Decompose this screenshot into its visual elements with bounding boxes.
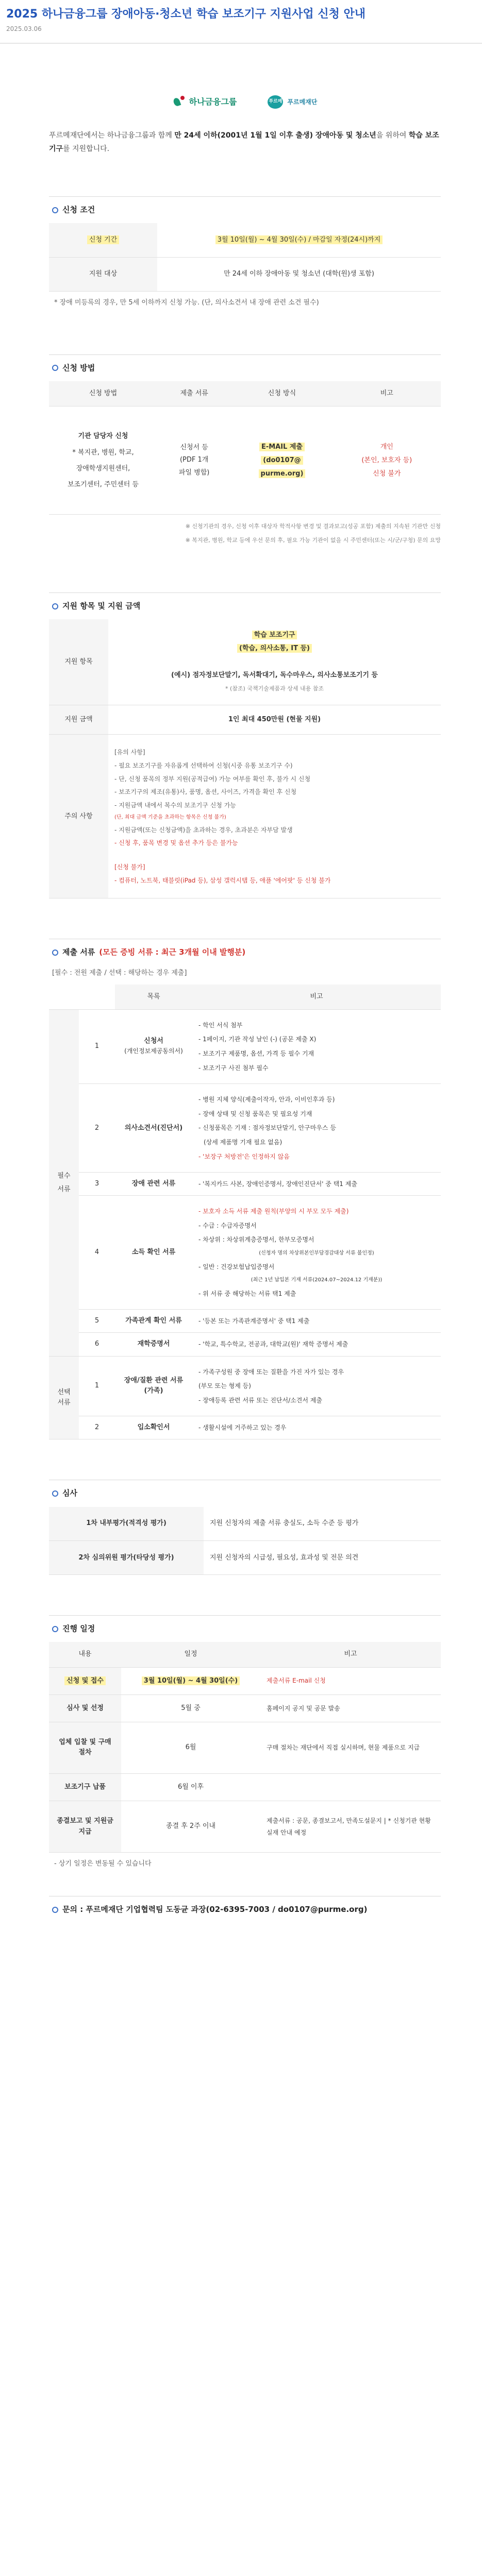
doc-notes-cell [192,1009,441,1083]
column-header: 내용 [49,1642,121,1667]
method-remark-cell [333,406,441,515]
support-notes-cell [108,735,441,899]
table-row [49,1196,441,1310]
section-title: 진행 일정 [62,1624,95,1634]
doc-notes-cell [192,1310,441,1333]
section-support [49,592,441,619]
schedule-note [260,1773,441,1801]
schedule-label: 업체 입찰 및 구매 절차 [49,1722,121,1773]
schedule-foot-note: - 상기 일정은 변동될 수 있습니다 [54,1860,152,1868]
apply-target-label: 지원 대상 [49,257,157,291]
email-address-link[interactable]: (do0107@ [261,456,303,465]
column-header: 비고 [260,1642,441,1667]
doc-note-line: - 병원 지체 양식(제출이작자, 안과, 이비인후과 등) [198,1096,335,1104]
method-email-line: E-MAIL 제출 [259,443,305,451]
doc-name-cell: 입소확인서 [115,1416,192,1439]
note-line: - 신청 후, 품목 변경 및 옵션 추가 등은 불가능 [114,839,238,847]
method-line: 파일 병합) [178,469,210,477]
note-line: - 단, 신청 품목의 정부 지원(공적급여) 가능 여부를 확인 후, 불가 시 신청 [114,775,311,783]
intro-bold-1: 만 24세 이하(2001년 1월 1일 이후 출생) 장애아동 및 청소년 [174,131,376,140]
intro-text-3: 를 지원합니다. [63,145,110,154]
table-row [49,257,441,291]
page-title: 2025 하나금융그룹 장애아동·청소년 학습 보조기구 지원사업 신청 안내 [6,8,366,21]
table-row [49,1009,441,1083]
note-line: (단, 최대 금액 기준을 초과하는 항목은 신청 불가) [114,815,226,821]
circle-bullet-icon [52,1907,58,1913]
email-address-link[interactable]: purme.org) [259,469,306,478]
section-schedule [49,1615,441,1642]
content [0,44,482,1938]
doc-name-cell: 의사소견서(진단서) [115,1084,192,1173]
hana-logo-text: 하나금융그룹 [189,96,237,107]
doc-note-line: - 장애 상태 및 신청 품목은 및 필요성 기재 [198,1110,312,1117]
circle-bullet-icon [52,603,58,609]
circle-bullet-icon [52,365,58,371]
doc-notes-cell [192,1084,441,1173]
apply-table [49,223,441,292]
schedule-date: 종결 후 2주 이내 [121,1801,260,1853]
doc-note-line: (신청자 명의 차상위본인부담경감대상 서류 불인정) [259,1250,374,1257]
table-row [49,619,441,705]
hana-logo [173,96,237,109]
section-title: 심사 [62,1488,77,1498]
table-row [49,1173,441,1196]
doc-note-line: - '등본 또는 가족관계증명서' 중 택1 제출 [198,1317,310,1325]
doc-name-cell: 신청서 (개인정보제공동의서) [115,1009,192,1083]
doc-note-line: - 장애등록 관련 서류 또는 진단서/소견서 제출 [198,1396,322,1404]
optional-group-label: 선택 서류 [49,1356,79,1439]
schedule-label: 종결보고 및 지원금 지급 [49,1801,121,1853]
doc-notes-cell [192,1196,441,1310]
doc-name-cell: 가족관계 확인 서류 [115,1310,192,1333]
method-line: * 복지관, 병원, 학교, [72,448,134,456]
table-row [49,1667,441,1694]
method-line: (PDF 1개 [179,456,209,464]
note-line: - 필요 보조기구를 자유롭게 선택하여 신청(시중 유통 보조기구 수) [114,762,293,770]
docs-legend: [필수 : 전원 제출 / 선택 : 해당하는 경우 제출] [52,969,187,977]
table-row [49,406,441,515]
support-amount-value: 1인 최대 450만원 (현물 지원) [108,705,441,735]
table-row [49,1356,441,1416]
doc-notes-cell [192,1416,441,1439]
post-date: 2025.03.06 [6,25,42,32]
column-header: 제출 서류 [157,381,231,406]
note-line: - 지원금액(또는 신청금액)을 초과하는 경우, 초과분은 자부담 발생 [114,826,293,834]
doc-note-line: - 보조기구 제품명, 옵션, 가격 등 필수 기재 [198,1049,314,1057]
page-header [0,0,482,44]
schedule-note: 홈페이지 공지 및 공문 발송 [260,1694,441,1722]
method-note-line: ※ 신청기관의 경우, 신청 이후 대상자 학적사항 변경 및 결과보고(성공 포함) 제출의 지속된 기관만 신청 [185,523,441,530]
method-note-line: ※ 복지관, 병원, 학교 등에 우선 문의 후, 필요 가능 기관이 없을 시 주민센터(또는 시/군/구청) 문의 요망 [185,536,441,544]
support-item-cell [108,619,441,705]
apply-note: * 장애 미등록의 경우, 만 5세 이하까지 신청 가능. (단, 의사소견서 내 장애 관련 소견 필수) [54,298,319,307]
doc-number: 1 [79,1009,115,1083]
doc-note-line: - '보장구 처방전'은 인정하지 않음 [198,1153,290,1160]
contact-info [49,1896,441,1923]
support-item-title: 학습 보조기구 [252,631,297,639]
doc-name-cell: 소득 확인 서류 [115,1196,192,1310]
doc-note-line: (부모 또는 형제 등) [198,1382,251,1390]
table-row [49,1694,441,1722]
method-line: (본인, 보호자 등) [361,456,412,464]
purme-logo-text: 푸르메재단 [287,98,318,106]
schedule-date: 3월 10일(월) ~ 4월 30일(수) [121,1667,260,1694]
schedule-note: 제출서류 : 공문, 종결보고서, 만족도설문지 | * 신청기관 현황 실재 안내 예정 [260,1801,441,1853]
circle-bullet-icon [52,1626,58,1632]
table-row [49,1507,441,1541]
section-apply-conditions [49,196,441,223]
schedule-date: 6월 [121,1722,260,1773]
section-review [49,1480,441,1506]
contact-text[interactable]: 문의 : 푸르메재단 기업협력팀 도동균 과장(02-6395-7003 / do0107@purme.org) [62,1905,368,1914]
doc-notes-cell [192,1333,441,1356]
schedule-note: 구매 절차는 재단에서 직접 실시하며, 현물 제품으로 지급 [260,1722,441,1773]
section-documents [49,939,441,965]
schedule-date: 5월 중 [121,1694,260,1722]
support-table [49,619,441,899]
logo-row [49,44,441,129]
section-title: 신청 조건 [62,205,95,214]
review-label: 2차 심의위원 평가(타당성 평가) [49,1541,204,1575]
intro-text-2: 을 위하여 [376,131,409,140]
doc-note-line: - 신청품목은 기재 : 점자정보단말기, 안구마우스 등 [198,1124,336,1132]
doc-number: 4 [79,1196,115,1310]
note-line: - 컴퓨터, 노트북, 태블릿(iPad 등), 삼성 갤럭시탭 등, 애플 '에어팟' 등 신청 불가 [114,876,331,884]
column-header: 목록 [115,985,192,1010]
method-notes [49,515,441,552]
doc-note-line: (최근 1년 납입본 기재 서류(2024.07~2024.12 기재분)) [251,1277,383,1283]
doc-note-line: - 가족구성원 중 장애 또는 질환을 가진 자가 있는 경우 [198,1368,344,1376]
doc-note-line: - 차상위 : 차상위계층증명서, 한부모증명서 [198,1236,314,1244]
section-title: 제출 서류 [62,947,95,957]
method-applicant-cell [49,406,157,515]
method-applicant-title: 기관 담당자 신청 [78,432,128,440]
doc-note-line: - 수급 : 수급자증명서 [198,1222,257,1229]
support-item-examples: (예시) 점자정보단말기, 독서확대기, 독수마우스, 의사소통보조기기 등 [171,671,378,680]
doc-note-line: - 학인 서식 첨부 [198,1021,243,1029]
note-line: - 지원금액 내에서 복수의 보조기구 신청 가능 [114,801,236,809]
purme-logo [268,95,317,109]
review-table [49,1507,441,1575]
table-row [49,1541,441,1575]
schedule-label: 심사 및 선정 [49,1694,121,1722]
support-item-sub: (학습, 의사소통, IT 등) [237,644,312,653]
column-header: 비고 [192,985,441,1010]
hana-mark-icon [173,96,185,108]
support-amount-label: 지원 금액 [49,705,108,735]
section-title-note: (모든 증빙 서류 : 최근 3개월 이내 발행분) [99,947,246,957]
intro-paragraph [49,129,441,156]
column-header: 일정 [121,1642,260,1667]
schedule-label: 신청 및 접수 [49,1667,121,1694]
section-apply-method [49,354,441,381]
circle-bullet-icon [52,950,58,956]
column-header: 신청 방법 [49,381,157,406]
doc-notes-cell [192,1356,441,1416]
doc-number: 2 [79,1084,115,1173]
schedule-date: 6월 이후 [121,1773,260,1801]
support-notes-label: 주의 사항 [49,735,108,899]
doc-note-line: (상세 제품명 기재 필요 없음) [204,1138,282,1146]
note-line: - 보조기구의 제조(유통)사, 품명, 옵션, 사이즈, 가격을 확인 후 신청 [114,788,297,796]
doc-note-line: - '학교, 특수학교, 전공과, 대학교(원)' 재학 증명서 제출 [198,1341,348,1348]
schedule-note: 제출서류 E-mail 신청 [260,1667,441,1694]
schedule-label: 보조기구 납품 [49,1773,121,1801]
review-value: 지원 신청자의 제출 서류 충실도, 소득 수준 등 평가 [204,1507,441,1541]
section-title: 지원 항목 및 지원 금액 [62,601,141,611]
circle-bullet-icon [52,207,58,213]
apply-target-value: 만 24세 이하 장애아동 및 청소년 (대학(원)생 포함) [157,257,441,291]
table-row [49,1773,441,1801]
table-row [49,1084,441,1173]
doc-number: 1 [79,1356,115,1416]
method-line: 신청 불가 [373,469,401,478]
doc-number: 6 [79,1333,115,1356]
table-row [49,705,441,735]
doc-number: 5 [79,1310,115,1333]
method-table [49,381,441,515]
purme-mark-icon: 푸르메 [268,95,283,109]
intro-text-1: 푸르메재단에서는 하나금융그룹과 함께 [49,131,175,140]
doc-note-line: - 1페이지, 기관 작성 날인 (-) (공문 제출 X) [198,1036,317,1043]
column-header: 신청 방식 [231,381,333,406]
doc-note-line: - '복지카드 사본, 장애인증명서, 장애인진단서' 중 택1 제출 [198,1180,357,1188]
apply-period-value: 3월 10일(월) ~ 4월 30일(수) / 마감일 자정(24시)까지 [157,223,441,257]
doc-note-line: - 보조기구 사진 첨부 필수 [198,1064,269,1072]
doc-note-line: - 위 서류 중 해당하는 서류 택1 제출 [198,1290,296,1297]
doc-note-line: - 생활시설에 거주하고 있는 경우 [198,1424,287,1432]
table-header-row [49,381,441,406]
method-docs-cell [157,406,231,515]
support-item-label: 지원 항목 [49,619,108,705]
documents-table [49,985,441,1440]
table-row [49,735,441,899]
column-header: 비고 [333,381,441,406]
method-line: 신청서 등 [180,443,208,451]
method-email-cell [231,406,333,515]
table-header-row [49,985,441,1010]
table-header-row [49,1642,441,1667]
doc-number: 2 [79,1416,115,1439]
support-item-note: * (참조) 국책기술제품과 상세 내용 참조 [225,685,324,692]
table-row [49,1416,441,1439]
doc-number: 3 [79,1173,115,1196]
schedule-table [49,1642,441,1853]
method-line: 보조기센터, 주민센터 등 [68,480,139,488]
apply-period-label: 신청 기간 [49,223,157,257]
notes-group-title: [신청 불가] [114,863,145,871]
table-row [49,1722,441,1773]
table-row [49,223,441,257]
doc-note-line: - 일반 : 건강보험납입증명서 [198,1263,275,1270]
method-line: 장애학생지원센터, [76,464,130,472]
doc-name-cell: 재학증명서 [115,1333,192,1356]
required-group-label: 필수 서류 [49,1009,79,1356]
doc-notes-cell [192,1173,441,1196]
table-row [49,1333,441,1356]
doc-name-cell: 장애/질환 관련 서류 (가족) [115,1356,192,1416]
method-line: 개인 [380,443,393,451]
notes-group-title: [유의 사항] [114,749,145,756]
review-label: 1차 내부평가(적격성 평가) [49,1507,204,1541]
doc-note-line: - 보호자 소득 서류 제출 원칙(부양의 시 부모 모두 제출) [198,1208,349,1215]
table-row [49,1801,441,1853]
table-row [49,1310,441,1333]
circle-bullet-icon [52,1490,58,1497]
review-value: 지원 신청자의 시급성, 필요성, 효과성 및 전문 의견 [204,1541,441,1575]
doc-name-cell: 장애 관련 서류 [115,1173,192,1196]
intro-bold-2: 학습 보조기구 [49,131,439,154]
section-title: 신청 방법 [62,363,95,372]
